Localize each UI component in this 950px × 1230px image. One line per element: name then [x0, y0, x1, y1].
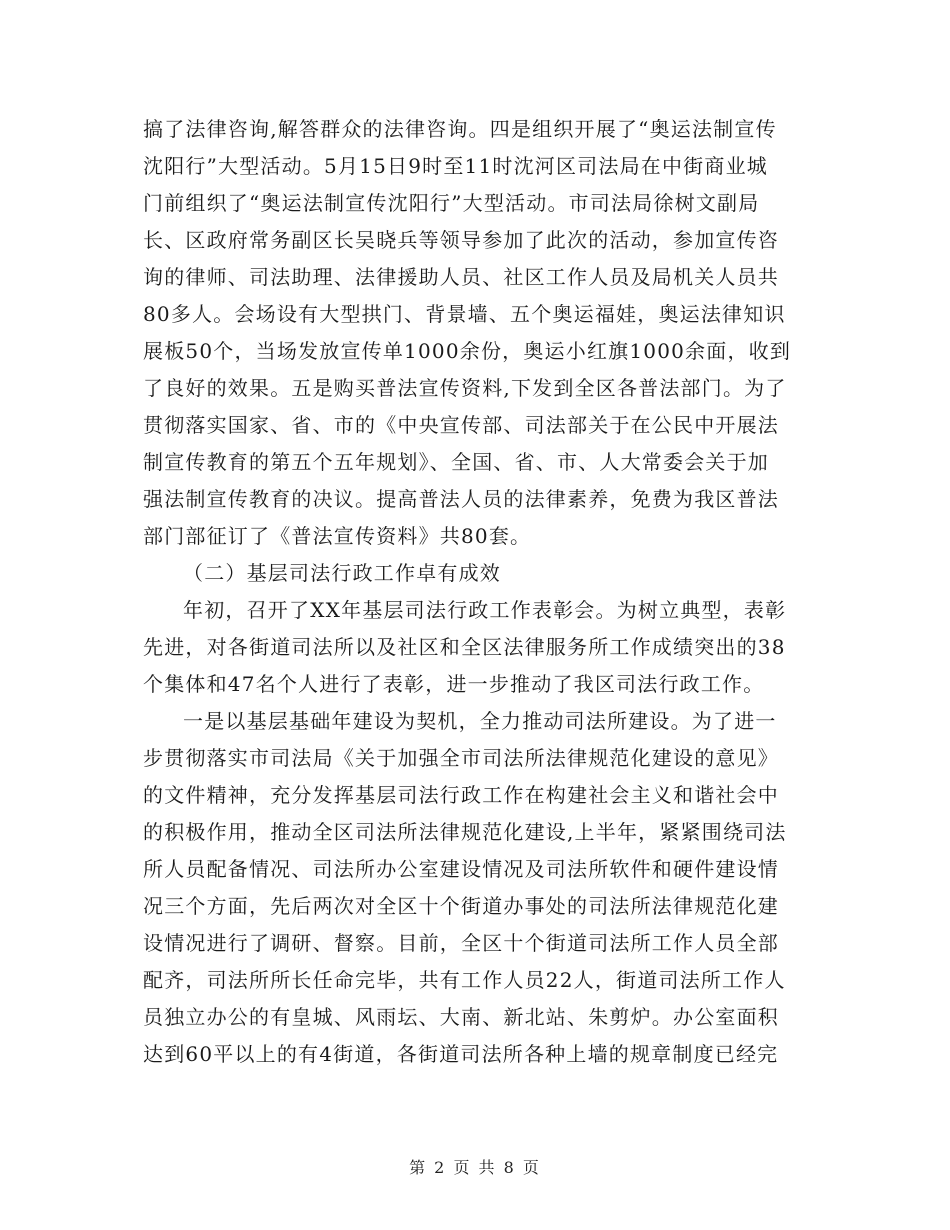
body-line: 了良好的效果。五是购买普法宣传资料,下发到全区各普法部门。为了: [143, 376, 787, 400]
body-line: 沈阳行”大型活动。5月15日9时至11时沈河区司法局在中街商业城: [143, 154, 768, 178]
body-line: 的积极作用，推动全区司法所法律规范化建设,上半年，紧紧围绕司法: [143, 820, 787, 844]
body-line: 先进，对各街道司法所以及社区和全区法律服务所工作成绩突出的38: [143, 635, 786, 659]
body-line: 员独立办公的有皇城、风雨坛、大南、新北站、朱剪炉。办公室面积: [143, 1005, 779, 1029]
body-line: 长、区政府常务副区长吴晓兵等领导参加了此次的活动，参加宣传咨: [143, 228, 779, 252]
body-line: 展板50个，当场发放宣传单1000余份，奥运小红旗1000余面，收到: [143, 339, 792, 363]
page-footer: 第 2 页 共 8 页: [409, 1158, 541, 1177]
body-line: 制宣传教育的第五个五年规划》、全国、省、市、人大常委会关于加: [143, 450, 769, 474]
body-line: 80多人。会场设有大型拱门、背景墙、五个奥运福娃，奥运法律知识: [143, 302, 786, 326]
body-line: 强法制宣传教育的决议。提高普法人员的法律素养，免费为我区普法: [143, 487, 779, 511]
body-line: 达到60平以上的有4街道，各街道司法所各种上墙的规章制度已经完: [143, 1042, 779, 1066]
body-line: 年初，召开了XX年基层司法行政工作表彰会。为树立典型，表彰: [183, 598, 787, 622]
body-line: 所人员配备情况、司法所办公室建设情况及司法所软件和硬件建设情: [143, 857, 779, 881]
body-line: 况三个方面，先后两次对全区十个街道办事处的司法所法律规范化建: [143, 894, 779, 918]
body-line: 部门部征订了《普法宣传资料》共80套。: [143, 524, 532, 548]
body-line: 一是以基层基础年建设为契机，全力推动司法所建设。为了进一: [183, 709, 777, 733]
body-line: 贯彻落实国家、省、市的《中央宣传部、司法部关于在公民中开展法: [143, 413, 779, 437]
body-line: 步贯彻落实市司法局《关于加强全市司法所法律规范化建设的意见》: [143, 746, 779, 770]
body-line: 配齐，司法所所长任命完毕，共有工作人员22人，街道司法所工作人: [143, 968, 786, 992]
section-heading: （二）基层司法行政工作卓有成效: [183, 561, 501, 585]
body-line: 设情况进行了调研、督察。目前，全区十个街道司法所工作人员全部: [143, 931, 779, 955]
body-line: 的文件精神，充分发挥基层司法行政工作在构建社会主义和谐社会中: [143, 783, 779, 807]
body-line: 门前组织了“奥运法制宣传沈阳行”大型活动。市司法局徐树文副局: [143, 191, 760, 215]
body-line: 个集体和47名个人进行了表彰，进一步推动了我区司法行政工作。: [143, 672, 765, 696]
body-line: 搞了法律咨询,解答群众的法律咨询。四是组织开展了“奥运法制宣传: [143, 117, 777, 141]
body-line: 询的律师、司法助理、法律援助人员、社区工作人员及局机关人员共: [143, 265, 779, 289]
